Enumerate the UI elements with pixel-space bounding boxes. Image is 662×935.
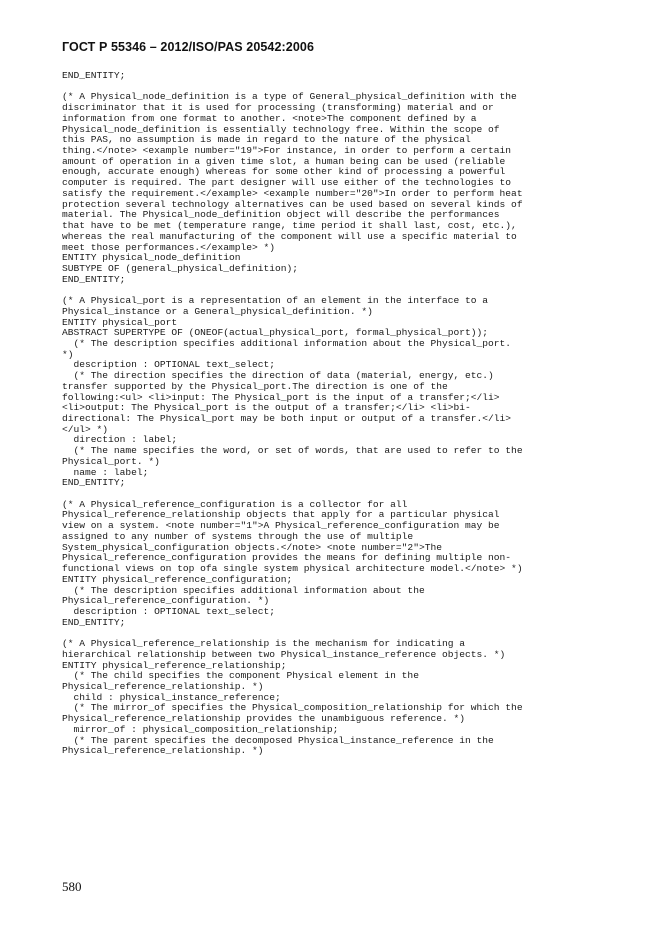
code-line: (* A Physical_port is a representation of an element in the interface to a	[62, 295, 489, 307]
code-line: satisfy the requirement.</example> <example number="20">In order to perform heat	[62, 187, 523, 199]
code-line: description : OPTIONAL text_select;	[62, 605, 276, 617]
code-line: (* The description specifies additional information about the Physical_port.	[62, 337, 512, 349]
code-line: END_ENTITY;	[62, 616, 126, 628]
code-line: following:<ul> <li>input: The Physical_port is the input of a transfer;</li>	[62, 391, 500, 403]
code-line: this PAS, no assumption is made in regard to the nature of the physical	[62, 134, 471, 146]
code-line: enough, accurate enough) whereas for some other kind of processing a powerful	[62, 166, 506, 178]
page-header: ГОСТ Р 55346 – 2012/ISO/PAS 20542:2006	[62, 40, 314, 54]
code-line: (* The description specifies additional information about the	[62, 584, 425, 596]
code-line: (* A Physical_reference_relationship is the mechanism for indicating a	[62, 638, 466, 650]
code-line: whereas the real manufacturing of the component will use a specific material to	[62, 230, 517, 242]
code-line: (* The direction specifies the direction of data (material, energy, etc.)	[62, 370, 494, 382]
code-line: END_ENTITY;	[62, 477, 126, 489]
code-line: directional: The Physical_port may be both input or output of a transfer.</li>	[62, 413, 512, 424]
code-line: view on a system. <note number="1">A Physical_reference_configuration may be	[62, 520, 500, 532]
code-line: assigned to any number of systems through the use of multiple	[62, 530, 414, 542]
code-line: protection several technology alternatives can be used based on several kinds of	[62, 198, 523, 210]
code-line: <li>output: The Physical_port is the output of a transfer;</li> <li>bi-	[62, 402, 471, 414]
code-line: (* The child specifies the component Physical element in the	[62, 670, 419, 682]
code-line: Physical_reference_relationship objects that apply for a particular physical	[62, 509, 500, 521]
code-line: Physical_node_definition is essentially technology free. Within the scope of	[62, 123, 500, 135]
code-line: ENTITY physical_reference_configuration;	[62, 573, 293, 585]
code-line: (* A Physical_reference_configuration is a collector for all	[62, 498, 408, 510]
code-line: computer is required. The part designer will use either of the technologies to	[62, 177, 512, 189]
code-line: description : OPTIONAL text_select;	[62, 359, 276, 371]
code-line: (* The parent specifies the decomposed Physical_instance_reference in the	[62, 734, 494, 746]
code-line: Physical_reference_configuration. *)	[62, 595, 270, 607]
code-line: (* The mirror_of specifies the Physical_composition_relationship for which the	[62, 702, 523, 714]
code-line: discriminator that it is used for processing (transforming) material and or	[62, 102, 494, 114]
code-line: SUBTYPE OF (general_physical_definition);	[62, 262, 299, 274]
code-line: meet those performances.</example> *)	[62, 241, 276, 253]
code-line: END_ENTITY;	[62, 70, 126, 81]
code-line: amount of operation in a given time slot, a human being can be used (reliable	[62, 155, 506, 167]
code-line: Physical_reference_relationship provides the unambiguous reference. *)	[62, 713, 466, 725]
code-line: Physical_port. *)	[62, 455, 160, 467]
code-line: that have to be met (temperature range, time period it shall last, cost, etc.),	[62, 220, 517, 232]
code-line: System_physical_configuration objects.</note> <note number="2">The	[62, 541, 442, 553]
code-line: mirror_of : physical_composition_relationship;	[62, 723, 339, 735]
code-line: Physical_reference_relationship. *)	[62, 680, 264, 692]
code-line: Physical_instance or a General_physical_definition. *)	[62, 305, 373, 317]
code-line: Physical_reference_configuration provides the means for defining multiple non-	[62, 552, 512, 564]
code-line: (* A Physical_node_definition is a type of General_physical_definition with the	[62, 91, 517, 103]
express-code-block	[62, 71, 622, 757]
code-line: material. The Physical_node_definition object will describe the performances	[62, 209, 500, 221]
code-line: ENTITY physical_port	[62, 316, 178, 328]
code-line: END_ENTITY;	[62, 273, 126, 285]
code-line: thing.</note> <example number="19">For instance, in order to perform a certain	[62, 145, 512, 157]
code-line: </ul> *)	[62, 423, 109, 435]
code-line: transfer supported by the Physical_port.The direction is one of the	[62, 380, 448, 392]
code-line: ABSTRACT SUPERTYPE OF (ONEOF(actual_physical_port, formal_physical_port));	[62, 327, 489, 339]
code-line: (* The name specifies the word, or set of words, that are used to refer to the	[62, 445, 523, 457]
page-number: 580	[62, 879, 82, 894]
code-line: direction : label;	[62, 434, 178, 446]
code-line: ENTITY physical_node_definition	[62, 252, 241, 264]
code-line: ENTITY physical_reference_relationship;	[62, 659, 287, 671]
code-line: name : label;	[62, 466, 149, 478]
code-line: Physical_reference_relationship. *)	[62, 745, 264, 757]
code-line: child : physical_instance_reference;	[62, 691, 281, 703]
code-line: hierarchical relationship between two Physical_instance_reference objects. *)	[62, 648, 506, 660]
code-line: *)	[62, 348, 74, 360]
code-line: information from one format to another. <note>The component defined by a	[62, 112, 477, 124]
code-line: functional views on top ofa single system physical architecture model.</note> *)	[62, 563, 523, 575]
